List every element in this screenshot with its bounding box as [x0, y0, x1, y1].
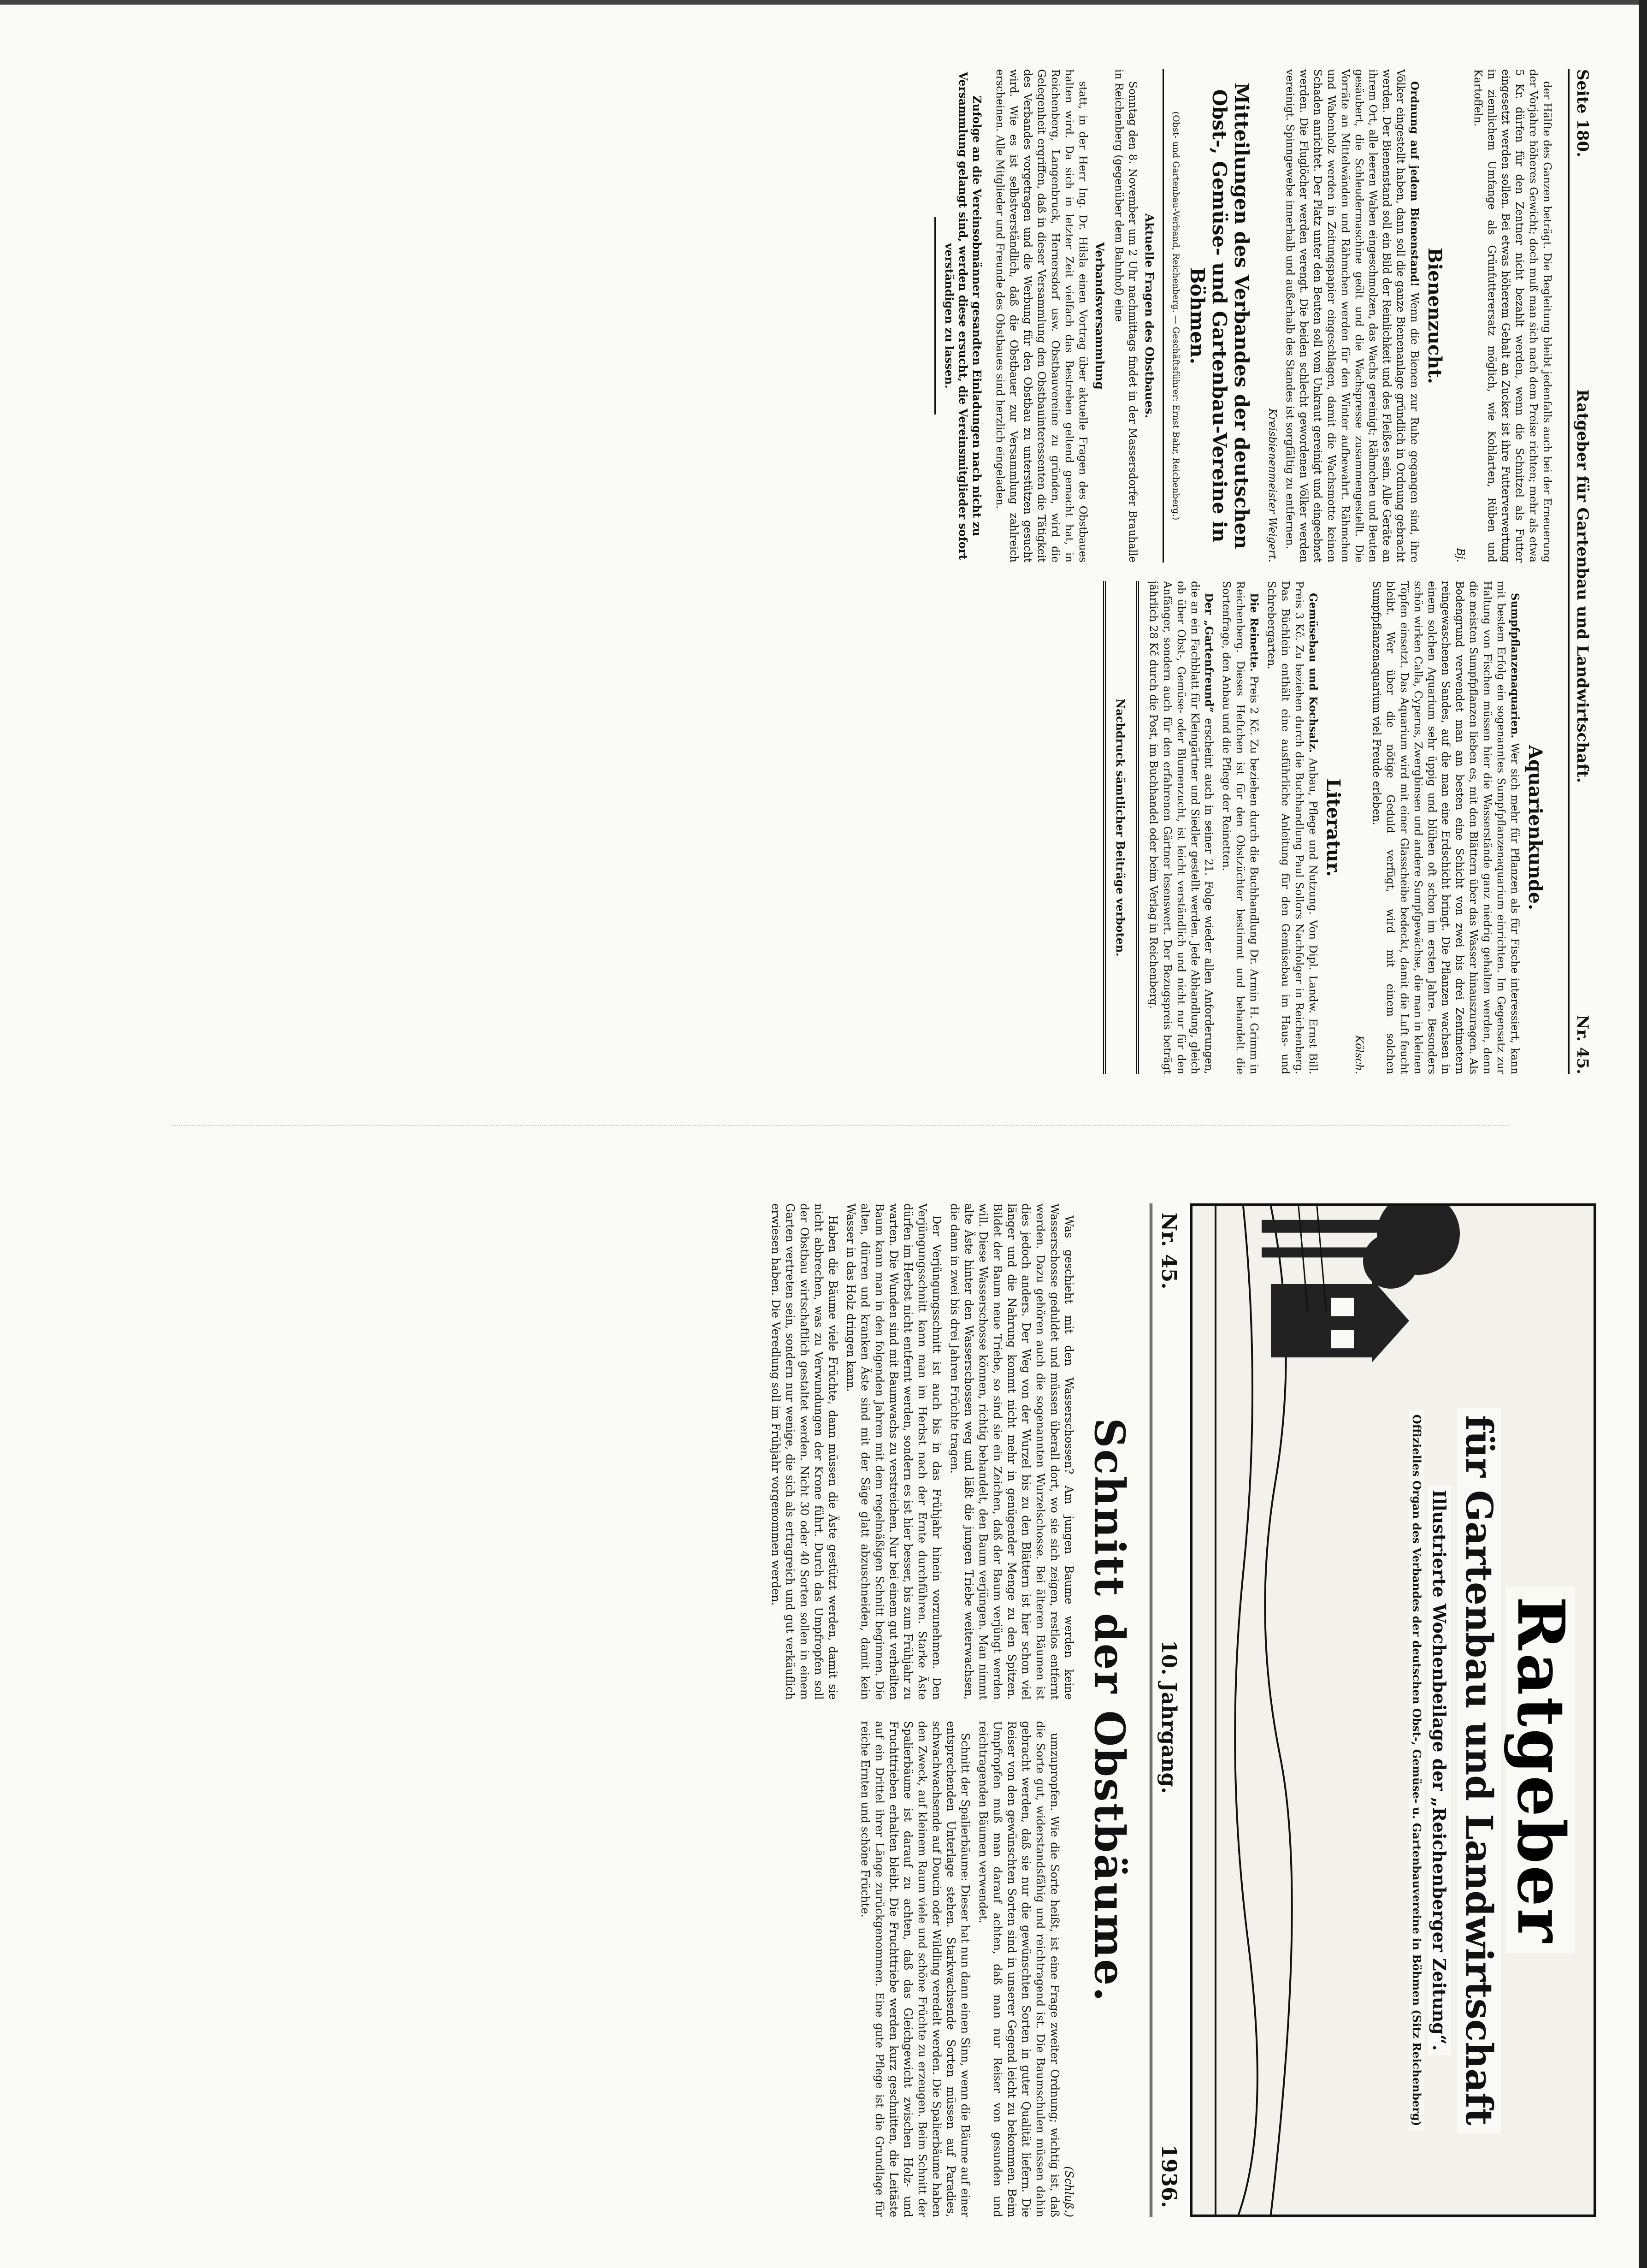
beekeeping-signature: Kreisbienenmeister Weigert.	[1266, 408, 1278, 563]
association-subnote: (Obst- und Gartenbau-Verband, Reichenberg. — Geschäftsführer: Ernst Bahr, Reichenberg.)	[1171, 111, 1181, 521]
association-heading: Mitteilungen des Verbandes der deutschen Obst-, Gemüse- und Gartenbau-Vereine in Böhmen.	[1186, 83, 1253, 549]
fruit-questions-heading: Aktuelle Fragen des Obstbaues.	[1143, 213, 1156, 419]
beekeeping-lead: Ordnung auf jedem Bienenstand!	[1408, 81, 1421, 287]
left-column-1	[928, 69, 1554, 563]
issue-number-front: Nr. 45.	[1157, 1213, 1181, 1290]
double-rule	[1136, 581, 1139, 1074]
masthead-title: Ratgeber	[1506, 1587, 1575, 1954]
aquarium-lead: Sumpfpflanzenaquarien.	[1509, 593, 1521, 739]
volume: 10. Jahrgang.	[1157, 1640, 1181, 1794]
article-para-3: Haben die Bäume viele Früchte, dann müssen die Äste gestützt werden, damit sie nicht abbrechen, was zu Verwundungen der Krone führt. Durch das Umpfropfen soll der Obstbau wirtschaftlich gestaltet werden. Nicht 30 oder 40 Sorten sollen in einem Garten vertreten sein, sondern nur wenige, die sich als ertragreich und gut verkäuflich erwiesen haben. Die Veredlung soll im Frühjahr vorgenommen werden.	[769, 1203, 839, 1700]
article-column-2	[765, 1721, 1076, 2218]
fruit-questions-text: Sonntag den 8. November um 2 Uhr nachmittags findet in der Massersdorfer Brauhalle in Reichenberg (gegenüber dem Bahnhof) eine	[1113, 69, 1139, 563]
article-para-2: Der Verjüngungsschnitt ist auch bis in das Frühjahr hinein vorzunehmen. Den Verjüngungsschnitt kann man im Herbst nach der Ernte durchführen. Starke Äste dürfen im Herbst nicht entfernt werden, sondern es ist hier besser, bis zum Frühjahr zu warten. Die Wunden sind mit Baumwachs zu verstreichen. Nur bei einem gut verheilten Baum kann man in den folgenden Jahren mit dem regelmäßigen Schnitt beginnen. Die alten, dürren und kranken Äste sind mit der Säge glatt abzuschneiden, damit kein Wasser in das Holz dringen kann.	[844, 1203, 943, 1700]
meeting-text: statt, in der Herr Ing. Dr. Hilsla einen Vortrag über aktuelle Fragen des Obstbaues halten wird. Da sich in letzter Zeit vielfach das Bestreben geltend gemacht hat, in Reichenberg, Langenbruck, Hernersdorf usw. Obstbauvereine zu gründen, wird die Gelegenheit ergriffen, daß in dieser Versammlung den Obstbauinteressenten die Tätigkeit des Verbandes vorgetragen und die Werbung für den Obstbau zu unterstützen gesucht wird. Wie es ist selbstverständlich, daß die Obstbauer zur Versammlung zahlreich erscheinen. Alle Mitglieder und Freunde des Obstbaues sind herzlich eingeladen.	[994, 69, 1089, 563]
aquarium-signature: Kölsch.	[1353, 1035, 1365, 1074]
lit3-lead: Der „Gartenfreund“	[1203, 593, 1215, 713]
aquarium-text: Wer sich mehr für Pflanzen als für Fische interessiert, kann mit bestem Erfolg ein sogenanntes Sumpfpflanzenaquarium einrichten. Im Gegensatz zur Haltung von Fischen müssen hier die Wasserstände ganz niedrig gehalten werden, denn die meisten Sumpfpflanzen lieben es, mit den Blättern über das Wasser hinauszuragen. Als Bodengrund verwendet man am besten eine Schicht von zwei bis drei Zentimetern reingewaschenen Sandes, auf die man eine Erdschicht bringt. Die Pflanzen wachsen in einem solchen Aquarium sehr üppig und blühen oft schon im ersten Jahre. Besonders schön wirken Calla, Cyperus, Zwergbinsen und andere Sumpfgewächse, die man in kleinen Töpfen einsetzt. Das Aquarium wird mit einer Glasscheibe bedeckt, damit die Luft feucht bleibt. Wer über die nötige Geduld verfügt, wird mit einem solchen Sumpfpflanzenaquarium viel Freude erleben.	[1370, 581, 1521, 1074]
meeting-notice: Zufolge an die Vereinsobmänner gesandten Einladungen nach nicht zu Versammlung gelangt sind, werden diese ersucht, die Vereinsmitglieder sofort verständigen zu lassen.	[943, 71, 984, 560]
issue-bar	[1150, 1203, 1185, 2217]
running-title: Ratgeber für Gartenbau und Landwirtschaft.	[1573, 389, 1592, 783]
masthead	[1190, 1203, 1596, 2217]
lit1-lead: Gemüsebau und Kochsalz.	[1307, 593, 1319, 753]
masthead-text	[1202, 1335, 1578, 2205]
article-column-1	[765, 1203, 1076, 1700]
beekeeping-text: Wenn die Bienen zur Ruhe gegangen sind, ihre Völker eingestellt haben, dann soll die ganze Bienenanlage gründlich in Ordnung gebracht werden. Der Bienenstand soll ein Bild der Reinlichkeit und des Fleißes sein. Alle Geräte an ihrem Ort, alle leeren Waben eingeschmolzen, das Wachs gereinigt; Rähmchen und Beuten gesäubert, die Schleudermaschine geölt und die Wachspresse zusammengestellt. Die Vorräte an Mittelwänden und Rähmchen werden für den Winter aufbewahrt. Rähmchen und Wabenholz werden in Zeitungspapier eingeschlagen, damit die Wachsmotte keinen Schaden anrichtet. Der Platz unter den Beuten soll vom Unkraut gereinigt und eingeebnet werden. Die Fluglöcher werden verengt. Die beiden schlecht gewordenen Völker werden vereinigt. Spinngewebe innerhalb und außerhalb des Standes ist sorgfältig zu entfernen.	[1284, 69, 1420, 563]
left-column-2	[928, 581, 1554, 1074]
intro-paragraph: der Hälfte des Ganzen beträgt. Die Begleitung bleibt jedenfalls auch bei der Erneuerung der Vorjahre höheres Gewicht; doch muß man sich nach dem Preise richten; mehr als etwa 5 Kr. dürfen für den Zentner nicht bezahlt werden, wenn die Schnitzel als Futter eingesetzt werden sollen. Bei etwas höherem Gehalt an Zucker ist ihre Futterverwertung in ziemlichem Umfange als Grünfutterersatz möglich, wie Kohlarten, Rüben und Kartoffeln.	[1472, 69, 1553, 563]
double-rule-bottom	[1103, 581, 1106, 1074]
intro-signature: Bj.	[1454, 548, 1466, 563]
divider-end	[934, 217, 936, 415]
issue-number: Nr. 45.	[1573, 1015, 1592, 1074]
reprint-notice: Nachdruck sämtlicher Beiträge verboten.	[1114, 699, 1127, 957]
article-para-5: Schnitt der Spalierbäume: Dieser hat nun dann einen Sinn, wenn die Bäume auf einer entsprechenden Unterlage stehen. Starkwachsende Sorten müssen auf Paradies, schwachwachsende auf Doucin oder Wildling veredelt werden. Die Spalierbäume haben den Zweck, auf kleinem Raum viele und schöne Früchte zu erzeugen. Beim Schnitt der Spalierbäume ist darauf zu achten, daß das Gleichgewicht zwischen Holz- und Fruchttrieben erhalten bleibt. Die Fruchttriebe werden kurz geschnitten, die Leitäste auf ein Drittel ihrer Länge zurückgenommen. Eine gute Pflege ist die Grundlage für reiche Ernten und schöne Früchte.	[859, 1721, 972, 2217]
page-number: Seite 180.	[1573, 69, 1592, 158]
lit1-text: Anbau, Pflege und Nutzung. Von Dipl. Landw. Ernst Bill. Preis 3 Kč. Zu beziehen durch die Buchhandlung Paul Sollors Nachfolger in Reichenberg. Das Büchlein enthält eine ausführliche Anleitung für den Gemüsebau im Haus- und Schrebergarten.	[1265, 581, 1319, 1074]
lit2-lead: Die Reinette.	[1248, 593, 1260, 672]
article-title: Schnitt der Obstbäume.	[1085, 1418, 1134, 2003]
running-head	[1568, 69, 1592, 1074]
page-gutter	[172, 1125, 1509, 1154]
masthead-organ: Offizielles Organ des Verbandes der deutschen Obst-, Gemüse- u. Gartenbauvereine in Böhmen (Sitz Reichenberg)	[1409, 1410, 1424, 2131]
aquarium-heading: Aquarienkunde.	[1524, 745, 1546, 911]
year: 1936.	[1157, 2144, 1181, 2208]
left-page	[0, 0, 1647, 1116]
lit2-text: Preis 2 Kč. Zu beziehen durch die Buchhandlung Dr. Armin H. Grimm in Reichenberg. Dieses Heftchen ist für den Obstzüchter bestimmt und behandelt die Sortenfrage, den Anbau und die Pflege der Reinetten.	[1220, 581, 1260, 1074]
lit3-text: erscheint auch in seiner 21. Folge wieder allen Anforderungen, die an ein Fachblatt für Kleingärtner und Siedler gestellt werden. Jede Abhandlung, gleich ob über Obst-, Gemüse- oder Blumenzucht, ist leicht verständlich und nicht nur für den Anfänger, sondern auch für den erfahrenen Gärtner lesenswert. Der Bezugspreis beträgt jährlich 28 Kč durch die Post, im Buchhandel oder beim Verlag in Reichenberg.	[1147, 581, 1215, 1074]
literature-heading: Literatur.	[1322, 778, 1344, 877]
continuation-note: (Schluß.)	[1063, 2166, 1075, 2217]
masthead-tagline: Illustrierte Wochenbeilage der „Reichenberger Zeitung“.	[1428, 1485, 1451, 2055]
divider	[1163, 69, 1164, 563]
article-para-1: Was geschieht mit den Wasserschossen? Am jungen Baume werden keine Wasserschosse geduldet und müssen überall dort, wo sie sich zeigen, restlos entfernt werden. Dazu gehören auch die sogenannten Wurzelschosse. Bei älteren Bäumen ist dies jedoch anders. Der Weg von der Wurzel bis zu den Blättern ist hier schon viel länger und die Nahrung kommt nicht mehr in genügender Menge zu den Spitzen. Bildet der Baum neue Triebe, so sind sie ein Zeichen, daß der Baum verjüngt werden will. Diese Wasserschosse können, richtig behandelt, den Baum verjüngen. Man nimmt alte Äste hinter den Wasserschossen weg und läßt die jungen Triebe weiterwachsen, die dann in zwei bis drei Jahren Früchte tragen.	[948, 1203, 1075, 1700]
masthead-subtitle: für Gartenbau und Landwirtschaft	[1457, 1408, 1501, 2132]
article-para-4: umzupropfen. Wie die Sorte heißt, ist eine Frage zweiter Ordnung; wichtig ist, daß die Sorte gut, widerstandsfähig und reichtragend ist. Die Baumschulen müssen dahin gebracht werden, daß sie nur die gewünschten Sorten in guter Qualität liefern. Die Reiser von den gewünschten Sorten sind in unserer Gegend leicht zu bekommen. Beim Umpfropfen muß man darauf achten, daß man nur Reiser von gesunden und reichtragenden Bäumen verwendet.	[977, 1721, 1061, 2217]
right-page	[0, 1162, 1647, 2268]
meeting-heading: Verbandsversammlung	[1093, 242, 1106, 390]
beekeeping-heading: Bienenzucht.	[1424, 248, 1446, 384]
